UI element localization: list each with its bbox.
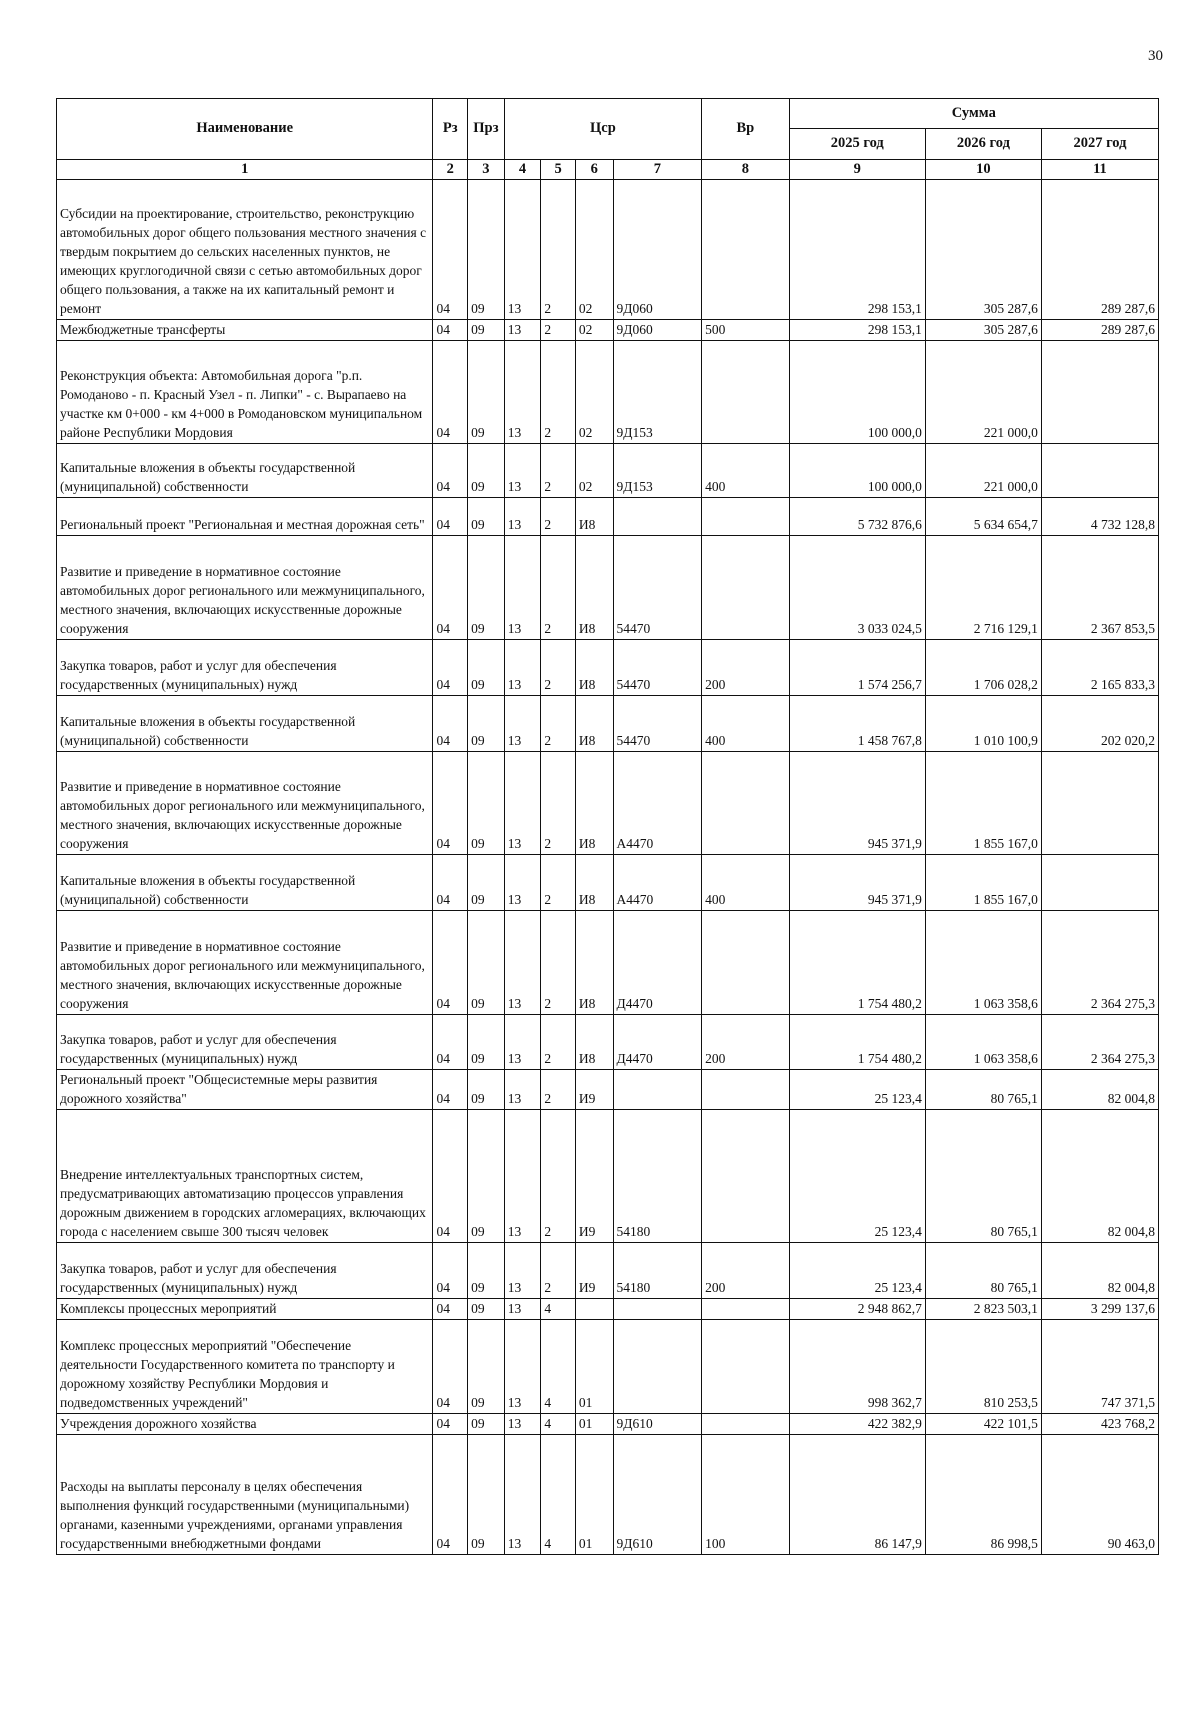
row-amount-2027: 82 004,8 [1041,1070,1158,1110]
row-rz: 04 [433,640,468,696]
row-name: Закупка товаров, работ и услуг для обеспечения государственных (муниципальных) нужд [57,640,433,696]
row-rz: 04 [433,855,468,911]
row-vr [702,536,790,640]
row-csr-3: И9 [575,1110,613,1243]
row-csr-4 [613,1070,702,1110]
row-rz: 04 [433,911,468,1015]
row-rz: 04 [433,752,468,855]
row-csr-2: 2 [541,752,576,855]
column-number: 5 [541,160,576,180]
column-number: 2 [433,160,468,180]
row-prz: 09 [468,180,505,320]
row-name: Региональный проект "Общесистемные меры развития дорожного хозяйства" [57,1070,433,1110]
row-vr: 200 [702,640,790,696]
row-name: Капитальные вложения в объекты государственной (муниципальной) собственности [57,696,433,752]
row-amount-2026: 2 716 129,1 [925,536,1041,640]
row-csr-4: А4470 [613,855,702,911]
table-row [57,498,1159,536]
row-rz: 04 [433,341,468,444]
row-prz: 09 [468,1243,505,1299]
table-row [57,180,1159,320]
column-number: 8 [702,160,790,180]
row-name: Расходы на выплаты персоналу в целях обеспечения выполнения функций государственными (муниципальными) органами, казенными учреждениями, органами управления государственными внебюджетными фондами [57,1435,433,1555]
row-amount-2027: 2 364 275,3 [1041,911,1158,1015]
table-row [57,536,1159,640]
table-row [57,752,1159,855]
row-csr-3: 01 [575,1320,613,1414]
row-csr-3: 02 [575,341,613,444]
table-row [57,1320,1159,1414]
row-prz: 09 [468,320,505,341]
row-csr-3: И8 [575,498,613,536]
row-amount-2026: 80 765,1 [925,1243,1041,1299]
budget-table [56,98,1159,1555]
row-csr-2: 2 [541,1015,576,1070]
row-amount-2025: 25 123,4 [789,1243,925,1299]
row-csr-3: 02 [575,320,613,341]
row-csr-4: 54180 [613,1243,702,1299]
header-csr: Цср [504,99,701,160]
row-csr-2: 2 [541,180,576,320]
row-csr-2: 2 [541,1243,576,1299]
row-amount-2025: 422 382,9 [789,1414,925,1435]
row-amount-2025: 945 371,9 [789,855,925,911]
header-name: Наименование [57,99,433,160]
row-name: Региональный проект "Региональная и местная дорожная сеть" [57,498,433,536]
row-vr: 100 [702,1435,790,1555]
row-prz: 09 [468,1015,505,1070]
row-amount-2025: 1 574 256,7 [789,640,925,696]
row-amount-2026: 810 253,5 [925,1320,1041,1414]
row-csr-4: 54180 [613,1110,702,1243]
row-amount-2025: 298 153,1 [789,320,925,341]
row-csr-2: 2 [541,640,576,696]
table-row [57,1435,1159,1555]
row-csr-4: 9Д610 [613,1435,702,1555]
table-row [57,444,1159,498]
table-row [57,855,1159,911]
row-amount-2027 [1041,752,1158,855]
row-csr-1: 13 [504,536,541,640]
row-rz: 04 [433,1435,468,1555]
row-csr-3: 01 [575,1435,613,1555]
row-vr [702,1110,790,1243]
row-vr: 400 [702,855,790,911]
row-rz: 04 [433,1414,468,1435]
column-number: 1 [57,160,433,180]
table-row [57,1414,1159,1435]
row-csr-4: А4470 [613,752,702,855]
row-csr-2: 2 [541,320,576,341]
row-csr-3: 01 [575,1414,613,1435]
row-csr-1: 13 [504,498,541,536]
row-csr-4: 54470 [613,696,702,752]
row-prz: 09 [468,1435,505,1555]
row-vr: 400 [702,696,790,752]
row-csr-1: 13 [504,640,541,696]
row-csr-1: 13 [504,855,541,911]
row-vr: 500 [702,320,790,341]
row-prz: 09 [468,1320,505,1414]
row-csr-1: 13 [504,1070,541,1110]
row-amount-2026: 221 000,0 [925,341,1041,444]
row-rz: 04 [433,536,468,640]
row-amount-2027: 2 364 275,3 [1041,1015,1158,1070]
row-vr [702,1299,790,1320]
row-amount-2027 [1041,855,1158,911]
table-row [57,1110,1159,1243]
row-csr-3: И8 [575,752,613,855]
row-csr-3 [575,1299,613,1320]
row-prz: 09 [468,1414,505,1435]
header-year-2025: 2025 год [789,129,925,160]
row-vr [702,1070,790,1110]
row-csr-3: И8 [575,640,613,696]
row-amount-2027: 4 732 128,8 [1041,498,1158,536]
row-csr-1: 13 [504,911,541,1015]
row-prz: 09 [468,1070,505,1110]
row-amount-2025: 25 123,4 [789,1070,925,1110]
row-name: Межбюджетные трансферты [57,320,433,341]
row-name: Комплекс процессных мероприятий "Обеспечение деятельности Государственного комитета по транспорту и дорожному хозяйству Республики Мордовия и подведомственных учреждений" [57,1320,433,1414]
row-amount-2027 [1041,444,1158,498]
row-name: Развитие и приведение в нормативное состояние автомобильных дорог регионального или межмуниципального, местного значения, включающих искусственные дорожные сооружения [57,911,433,1015]
table-row [57,341,1159,444]
column-number: 6 [575,160,613,180]
row-csr-2: 4 [541,1320,576,1414]
column-number: 3 [468,160,505,180]
row-csr-2: 2 [541,911,576,1015]
header-year-2027: 2027 год [1041,129,1158,160]
table-row [57,1015,1159,1070]
row-amount-2025: 100 000,0 [789,341,925,444]
row-prz: 09 [468,1110,505,1243]
header-prz: Прз [468,99,505,160]
row-amount-2026: 1 063 358,6 [925,1015,1041,1070]
table-row [57,640,1159,696]
row-csr-4: 9Д610 [613,1414,702,1435]
row-amount-2026: 1 010 100,9 [925,696,1041,752]
row-amount-2026: 80 765,1 [925,1070,1041,1110]
row-amount-2026: 1 063 358,6 [925,911,1041,1015]
row-amount-2027: 289 287,6 [1041,320,1158,341]
row-rz: 04 [433,444,468,498]
row-name: Субсидии на проектирование, строительство, реконструкцию автомобильных дорог общего пользования местного значения с твердым покрытием до сельских населенных пунктов, не имеющих круглогодичной связи с сетью автомобильных дорог общего пользования, а также на их капитальный ремонт и ремонт [57,180,433,320]
table-row [57,1070,1159,1110]
row-vr [702,180,790,320]
row-csr-2: 4 [541,1414,576,1435]
row-csr-2: 2 [541,1110,576,1243]
row-amount-2027: 202 020,2 [1041,696,1158,752]
row-amount-2026: 86 998,5 [925,1435,1041,1555]
row-rz: 04 [433,1070,468,1110]
row-amount-2027: 2 165 833,3 [1041,640,1158,696]
row-csr-2: 2 [541,498,576,536]
row-csr-1: 13 [504,696,541,752]
row-amount-2026: 80 765,1 [925,1110,1041,1243]
table-row [57,696,1159,752]
row-amount-2026: 1 855 167,0 [925,752,1041,855]
row-name: Учреждения дорожного хозяйства [57,1414,433,1435]
column-number: 10 [925,160,1041,180]
row-vr [702,498,790,536]
row-rz: 04 [433,1110,468,1243]
row-vr [702,341,790,444]
row-csr-4: Д4470 [613,911,702,1015]
row-name: Капитальные вложения в объекты государственной (муниципальной) собственности [57,444,433,498]
table-row [57,320,1159,341]
table-row [57,1299,1159,1320]
row-csr-1: 13 [504,1243,541,1299]
row-csr-1: 13 [504,1320,541,1414]
header-year-2026: 2026 год [925,129,1041,160]
table-row [57,911,1159,1015]
row-amount-2026: 1 855 167,0 [925,855,1041,911]
row-amount-2025: 2 948 862,7 [789,1299,925,1320]
column-number: 9 [789,160,925,180]
row-csr-3: И9 [575,1243,613,1299]
row-csr-4 [613,1320,702,1414]
row-prz: 09 [468,855,505,911]
row-csr-2: 4 [541,1435,576,1555]
row-csr-3: И9 [575,1070,613,1110]
row-amount-2025: 945 371,9 [789,752,925,855]
row-vr: 200 [702,1243,790,1299]
row-vr [702,752,790,855]
row-amount-2027: 2 367 853,5 [1041,536,1158,640]
header-vr: Вр [702,99,790,160]
row-amount-2027: 82 004,8 [1041,1243,1158,1299]
row-amount-2027: 289 287,6 [1041,180,1158,320]
row-csr-1: 13 [504,1015,541,1070]
row-csr-1: 13 [504,1414,541,1435]
row-amount-2025: 100 000,0 [789,444,925,498]
row-vr [702,1414,790,1435]
row-amount-2026: 2 823 503,1 [925,1299,1041,1320]
row-rz: 04 [433,696,468,752]
row-amount-2027: 82 004,8 [1041,1110,1158,1243]
row-prz: 09 [468,536,505,640]
row-csr-3: 02 [575,444,613,498]
row-rz: 04 [433,1243,468,1299]
row-vr: 400 [702,444,790,498]
header-rz: Рз [433,99,468,160]
row-csr-2: 2 [541,1070,576,1110]
row-csr-1: 13 [504,320,541,341]
row-amount-2027: 423 768,2 [1041,1414,1158,1435]
row-amount-2025: 1 458 767,8 [789,696,925,752]
row-rz: 04 [433,1015,468,1070]
table-row [57,1243,1159,1299]
header-sum: Сумма [789,99,1158,129]
row-amount-2026: 221 000,0 [925,444,1041,498]
row-csr-1: 13 [504,1299,541,1320]
row-amount-2025: 5 732 876,6 [789,498,925,536]
row-csr-2: 2 [541,855,576,911]
column-number: 4 [504,160,541,180]
row-name: Реконструкция объекта: Автомобильная дорога "р.п. Ромоданово - п. Красный Узел - п. Липки" - с. Вырапаево на участке км 0+000 - км 4+000 в Ромодановском муниципальном районе Республики Мордовия [57,341,433,444]
row-name: Закупка товаров, работ и услуг для обеспечения государственных (муниципальных) нужд [57,1243,433,1299]
row-csr-2: 4 [541,1299,576,1320]
row-csr-4: 9Д153 [613,341,702,444]
row-csr-2: 2 [541,536,576,640]
row-csr-3: И8 [575,911,613,1015]
column-number-row [57,160,1159,180]
row-csr-4: Д4470 [613,1015,702,1070]
column-number: 7 [613,160,702,180]
row-name: Развитие и приведение в нормативное состояние автомобильных дорог регионального или межмуниципального, местного значения, включающих искусственные дорожные сооружения [57,536,433,640]
row-name: Внедрение интеллектуальных транспортных систем, предусматривающих автоматизацию процессов управления дорожным движением в городских агломерациях, включающих города с населением свыше 300 тысяч человек [57,1110,433,1243]
row-csr-4: 9Д153 [613,444,702,498]
row-csr-4: 54470 [613,536,702,640]
row-csr-1: 13 [504,341,541,444]
row-prz: 09 [468,640,505,696]
row-amount-2026: 305 287,6 [925,320,1041,341]
row-prz: 09 [468,1299,505,1320]
row-csr-3: И8 [575,696,613,752]
row-rz: 04 [433,1299,468,1320]
row-amount-2026: 422 101,5 [925,1414,1041,1435]
row-csr-4 [613,1299,702,1320]
row-prz: 09 [468,498,505,536]
row-rz: 04 [433,180,468,320]
row-amount-2027: 3 299 137,6 [1041,1299,1158,1320]
row-csr-2: 2 [541,341,576,444]
row-rz: 04 [433,498,468,536]
row-amount-2027 [1041,341,1158,444]
row-csr-4: 9Д060 [613,320,702,341]
row-amount-2025: 3 033 024,5 [789,536,925,640]
row-csr-3: И8 [575,1015,613,1070]
row-name: Капитальные вложения в объекты государственной (муниципальной) собственности [57,855,433,911]
row-amount-2027: 90 463,0 [1041,1435,1158,1555]
row-csr-4: 9Д060 [613,180,702,320]
column-number: 11 [1041,160,1158,180]
row-csr-3: И8 [575,536,613,640]
row-amount-2026: 1 706 028,2 [925,640,1041,696]
row-csr-1: 13 [504,752,541,855]
row-csr-4 [613,498,702,536]
row-rz: 04 [433,320,468,341]
row-csr-2: 2 [541,696,576,752]
row-amount-2027: 747 371,5 [1041,1320,1158,1414]
row-csr-1: 13 [504,180,541,320]
row-prz: 09 [468,696,505,752]
row-amount-2025: 86 147,9 [789,1435,925,1555]
row-name: Комплексы процессных мероприятий [57,1299,433,1320]
page-number: 30 [1148,48,1163,64]
row-prz: 09 [468,444,505,498]
row-vr [702,911,790,1015]
row-csr-2: 2 [541,444,576,498]
row-rz: 04 [433,1320,468,1414]
row-amount-2026: 5 634 654,7 [925,498,1041,536]
row-amount-2026: 305 287,6 [925,180,1041,320]
row-csr-3: 02 [575,180,613,320]
row-vr [702,1320,790,1414]
row-amount-2025: 998 362,7 [789,1320,925,1414]
row-csr-4: 54470 [613,640,702,696]
row-csr-1: 13 [504,444,541,498]
row-csr-3: И8 [575,855,613,911]
row-name: Закупка товаров, работ и услуг для обеспечения государственных (муниципальных) нужд [57,1015,433,1070]
row-name: Развитие и приведение в нормативное состояние автомобильных дорог регионального или межмуниципального, местного значения, включающих искусственные дорожные сооружения [57,752,433,855]
row-amount-2025: 1 754 480,2 [789,1015,925,1070]
row-csr-1: 13 [504,1435,541,1555]
row-csr-1: 13 [504,1110,541,1243]
row-prz: 09 [468,341,505,444]
row-prz: 09 [468,752,505,855]
row-amount-2025: 1 754 480,2 [789,911,925,1015]
row-vr: 200 [702,1015,790,1070]
row-amount-2025: 25 123,4 [789,1110,925,1243]
row-amount-2025: 298 153,1 [789,180,925,320]
row-prz: 09 [468,911,505,1015]
